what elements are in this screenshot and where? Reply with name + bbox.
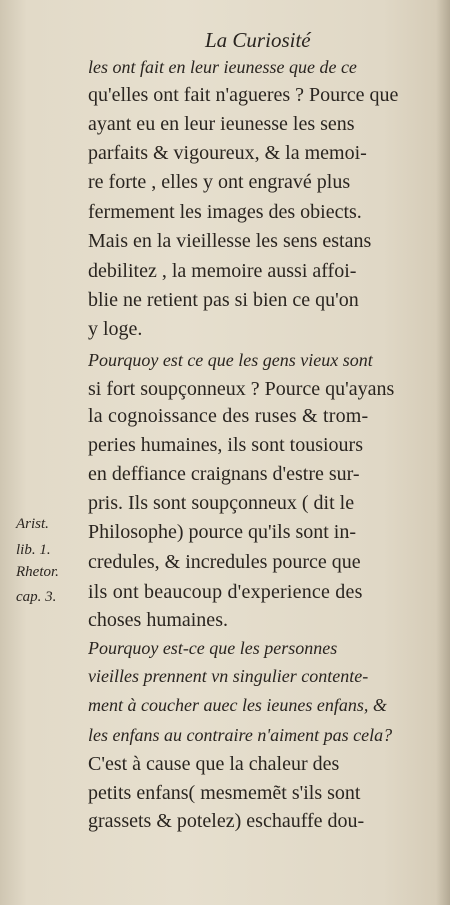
text-line: choses humaines.	[88, 609, 228, 631]
text-line: blie ne retient pas si bien ce qu'on	[88, 289, 359, 311]
margin-note-line: Arist.	[16, 516, 49, 532]
text-line: pris. Ils sont soupçonneux ( dit le	[88, 492, 355, 514]
text-line: la cognoissance des ruses & trom-	[88, 405, 369, 427]
text-line: y loge.	[88, 318, 143, 340]
text-line: fermement les images des obiects.	[88, 201, 362, 223]
text-line: Pourquoy est-ce que les personnes	[88, 638, 338, 658]
text-line: re forte , elles y ont engravé plus	[88, 171, 351, 193]
text-line: Philosophe) pource qu'ils sont in-	[88, 521, 357, 543]
text-line: Mais en la vieillesse les sens estans	[88, 230, 372, 252]
text-line: les ont fait en leur ieunesse que de ce	[88, 57, 357, 77]
margin-note-line: Rhetor.	[16, 564, 59, 580]
margin-note-line: cap. 3.	[16, 589, 57, 605]
text-line: parfaits & vigoureux, & la memoi-	[88, 142, 367, 164]
text-line: en deffiance craignans d'estre sur-	[88, 463, 360, 485]
running-header: La Curiosité	[205, 28, 311, 52]
page-edge-shadow	[436, 0, 450, 905]
text-line: peries humaines, ils sont tousiours	[88, 434, 363, 456]
text-line: ayant eu en leur ieunesse les sens	[88, 113, 355, 135]
margin-note-line: lib. 1.	[16, 542, 51, 558]
text-line: grassets & potelez) eschauffe dou-	[88, 810, 365, 832]
text-line: ils ont beaucoup d'experience des	[88, 581, 363, 603]
text-line: si fort soupçonneux ? Pource qu'ayans	[88, 378, 395, 400]
text-line: vieilles prennent vn singulier contente-	[88, 666, 369, 686]
text-line: ment à coucher auec les ieunes enfans, &	[88, 695, 387, 715]
text-line: les enfans au contraire n'aiment pas cela?	[88, 725, 393, 745]
text-line: qu'elles ont fait n'agueres ? Pource que	[88, 84, 399, 106]
text-line: debilitez , la memoire aussi affoi-	[88, 260, 357, 282]
text-line: petits enfans( mesmemẽt s'ils sont	[88, 782, 361, 804]
text-line: Pourquoy est ce que les gens vieux sont	[88, 350, 373, 370]
text-line: credules, & incredules pource que	[88, 551, 361, 573]
text-line: C'est à cause que la chaleur des	[88, 753, 340, 775]
